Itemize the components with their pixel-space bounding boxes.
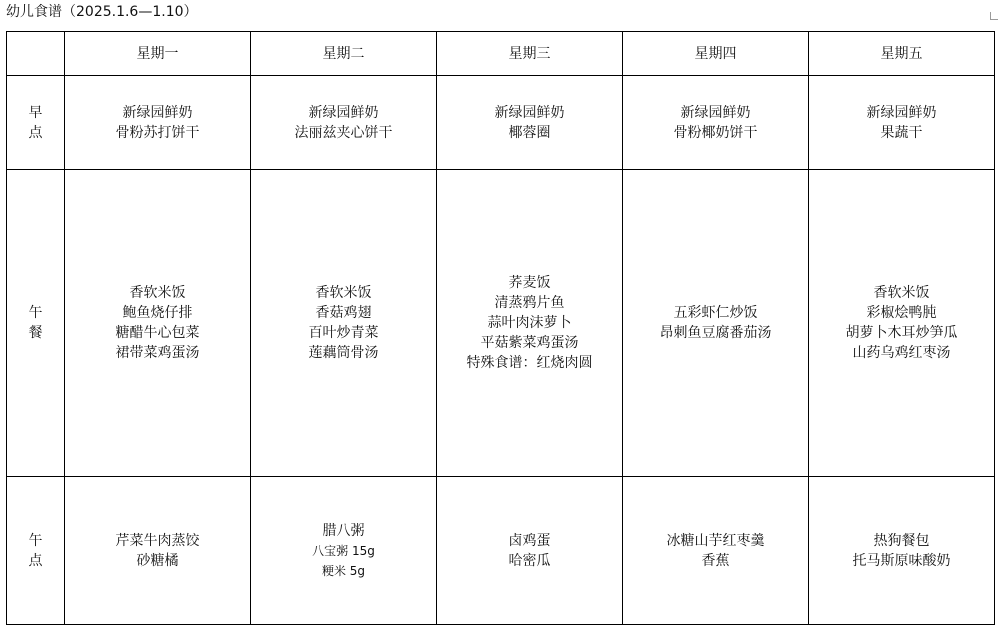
day-header: 星期五 [809,32,995,76]
menu-item: 哈密瓜 [508,552,551,569]
menu-item: 法丽兹夹心饼干 [294,124,393,141]
menu-item: 果蔬干 [880,124,923,141]
menu-item: 五彩虾仁炒饭 [673,305,758,321]
menu-item: 彩椒烩鸭肫 [866,305,937,321]
day-header: 星期三 [437,32,623,76]
meal-label-char: 点 [28,124,43,141]
table-header-row [7,32,995,76]
menu-item: 香软米饭 [315,285,372,301]
menu-cell [65,170,251,477]
menu-cell [251,76,437,170]
meal-label-char: 午 [28,305,43,321]
menu-item: 昂刺鱼豆腐番茄汤 [659,325,772,341]
menu-item: 荞麦饭 [508,275,551,291]
menu-item: 骨粉椰奶饼干 [673,124,758,141]
menu-item: 山药乌鸡红枣汤 [852,345,951,361]
menu-cell [623,76,809,170]
menu-cell [437,76,623,170]
menu-cell [623,477,809,625]
menu-item: 腊八粥 [322,522,365,539]
meal-label-afternoon-snack [7,477,65,625]
menu-item: 蒜叶肉沫萝卜 [487,315,572,331]
menu-cell [809,477,995,625]
meal-label-char: 餐 [28,325,43,341]
page-title: 幼儿食谱（2025.1.6—1.10） [6,4,198,20]
menu-cell [251,170,437,477]
menu-item: 新绿园鲜奶 [680,104,751,121]
menu-item: 糖醋牛心包菜 [115,325,200,341]
menu-item: 托马斯原味酸奶 [852,552,951,569]
menu-item: 香菇鸡翅 [315,305,372,321]
menu-cell [437,477,623,625]
menu-cell [437,170,623,477]
table-row-breakfast [7,76,995,170]
menu-item: 新绿园鲜奶 [866,104,937,121]
meal-label-char: 午 [28,532,43,549]
menu-item: 粳米 5g [321,563,366,578]
menu-item: 鲍鱼烧仔排 [122,305,193,321]
menu-cell [809,170,995,477]
menu-table [6,31,995,625]
menu-item: 芹菜牛肉蒸饺 [115,532,200,549]
menu-item: 八宝粥 15g [312,543,375,558]
menu-item: 香软米饭 [129,285,186,301]
menu-item: 冰糖山芋红枣羹 [666,532,765,549]
menu-cell [65,76,251,170]
menu-cell [809,76,995,170]
menu-item: 新绿园鲜奶 [494,104,565,121]
menu-item: 香软米饭 [873,285,930,301]
day-header: 星期二 [251,32,437,76]
meal-label-breakfast [7,76,65,170]
table-row-lunch [7,170,995,477]
menu-item: 骨粉苏打饼干 [115,124,200,141]
menu-item: 新绿园鲜奶 [308,104,379,121]
menu-item: 莲藕筒骨汤 [308,345,379,361]
corner-mark [990,12,998,20]
menu-item: 裙带菜鸡蛋汤 [115,345,200,361]
menu-item: 特殊食谱：红烧肉圆 [466,355,593,371]
menu-item: 清蒸鸦片鱼 [494,295,565,311]
menu-cell [623,170,809,477]
meal-label-lunch [7,170,65,477]
corner-cell [7,32,65,76]
table-row-afternoon-snack [7,477,995,625]
menu-item: 卤鸡蛋 [508,532,551,549]
menu-item: 砂糖橘 [136,552,179,569]
menu-cell [251,477,437,625]
menu-item: 香蕉 [701,552,730,569]
meal-label-char: 点 [28,552,43,569]
menu-item: 新绿园鲜奶 [122,104,193,121]
menu-item: 百叶炒青菜 [308,325,379,341]
menu-cell [65,477,251,625]
day-header: 星期四 [623,32,809,76]
menu-item: 热狗餐包 [873,532,930,549]
menu-item: 平菇紫菜鸡蛋汤 [480,335,579,351]
menu-item: 胡萝卜木耳炒笋瓜 [845,325,958,341]
menu-item: 椰蓉圈 [508,124,551,141]
meal-label-char: 早 [28,104,43,121]
day-header: 星期一 [65,32,251,76]
